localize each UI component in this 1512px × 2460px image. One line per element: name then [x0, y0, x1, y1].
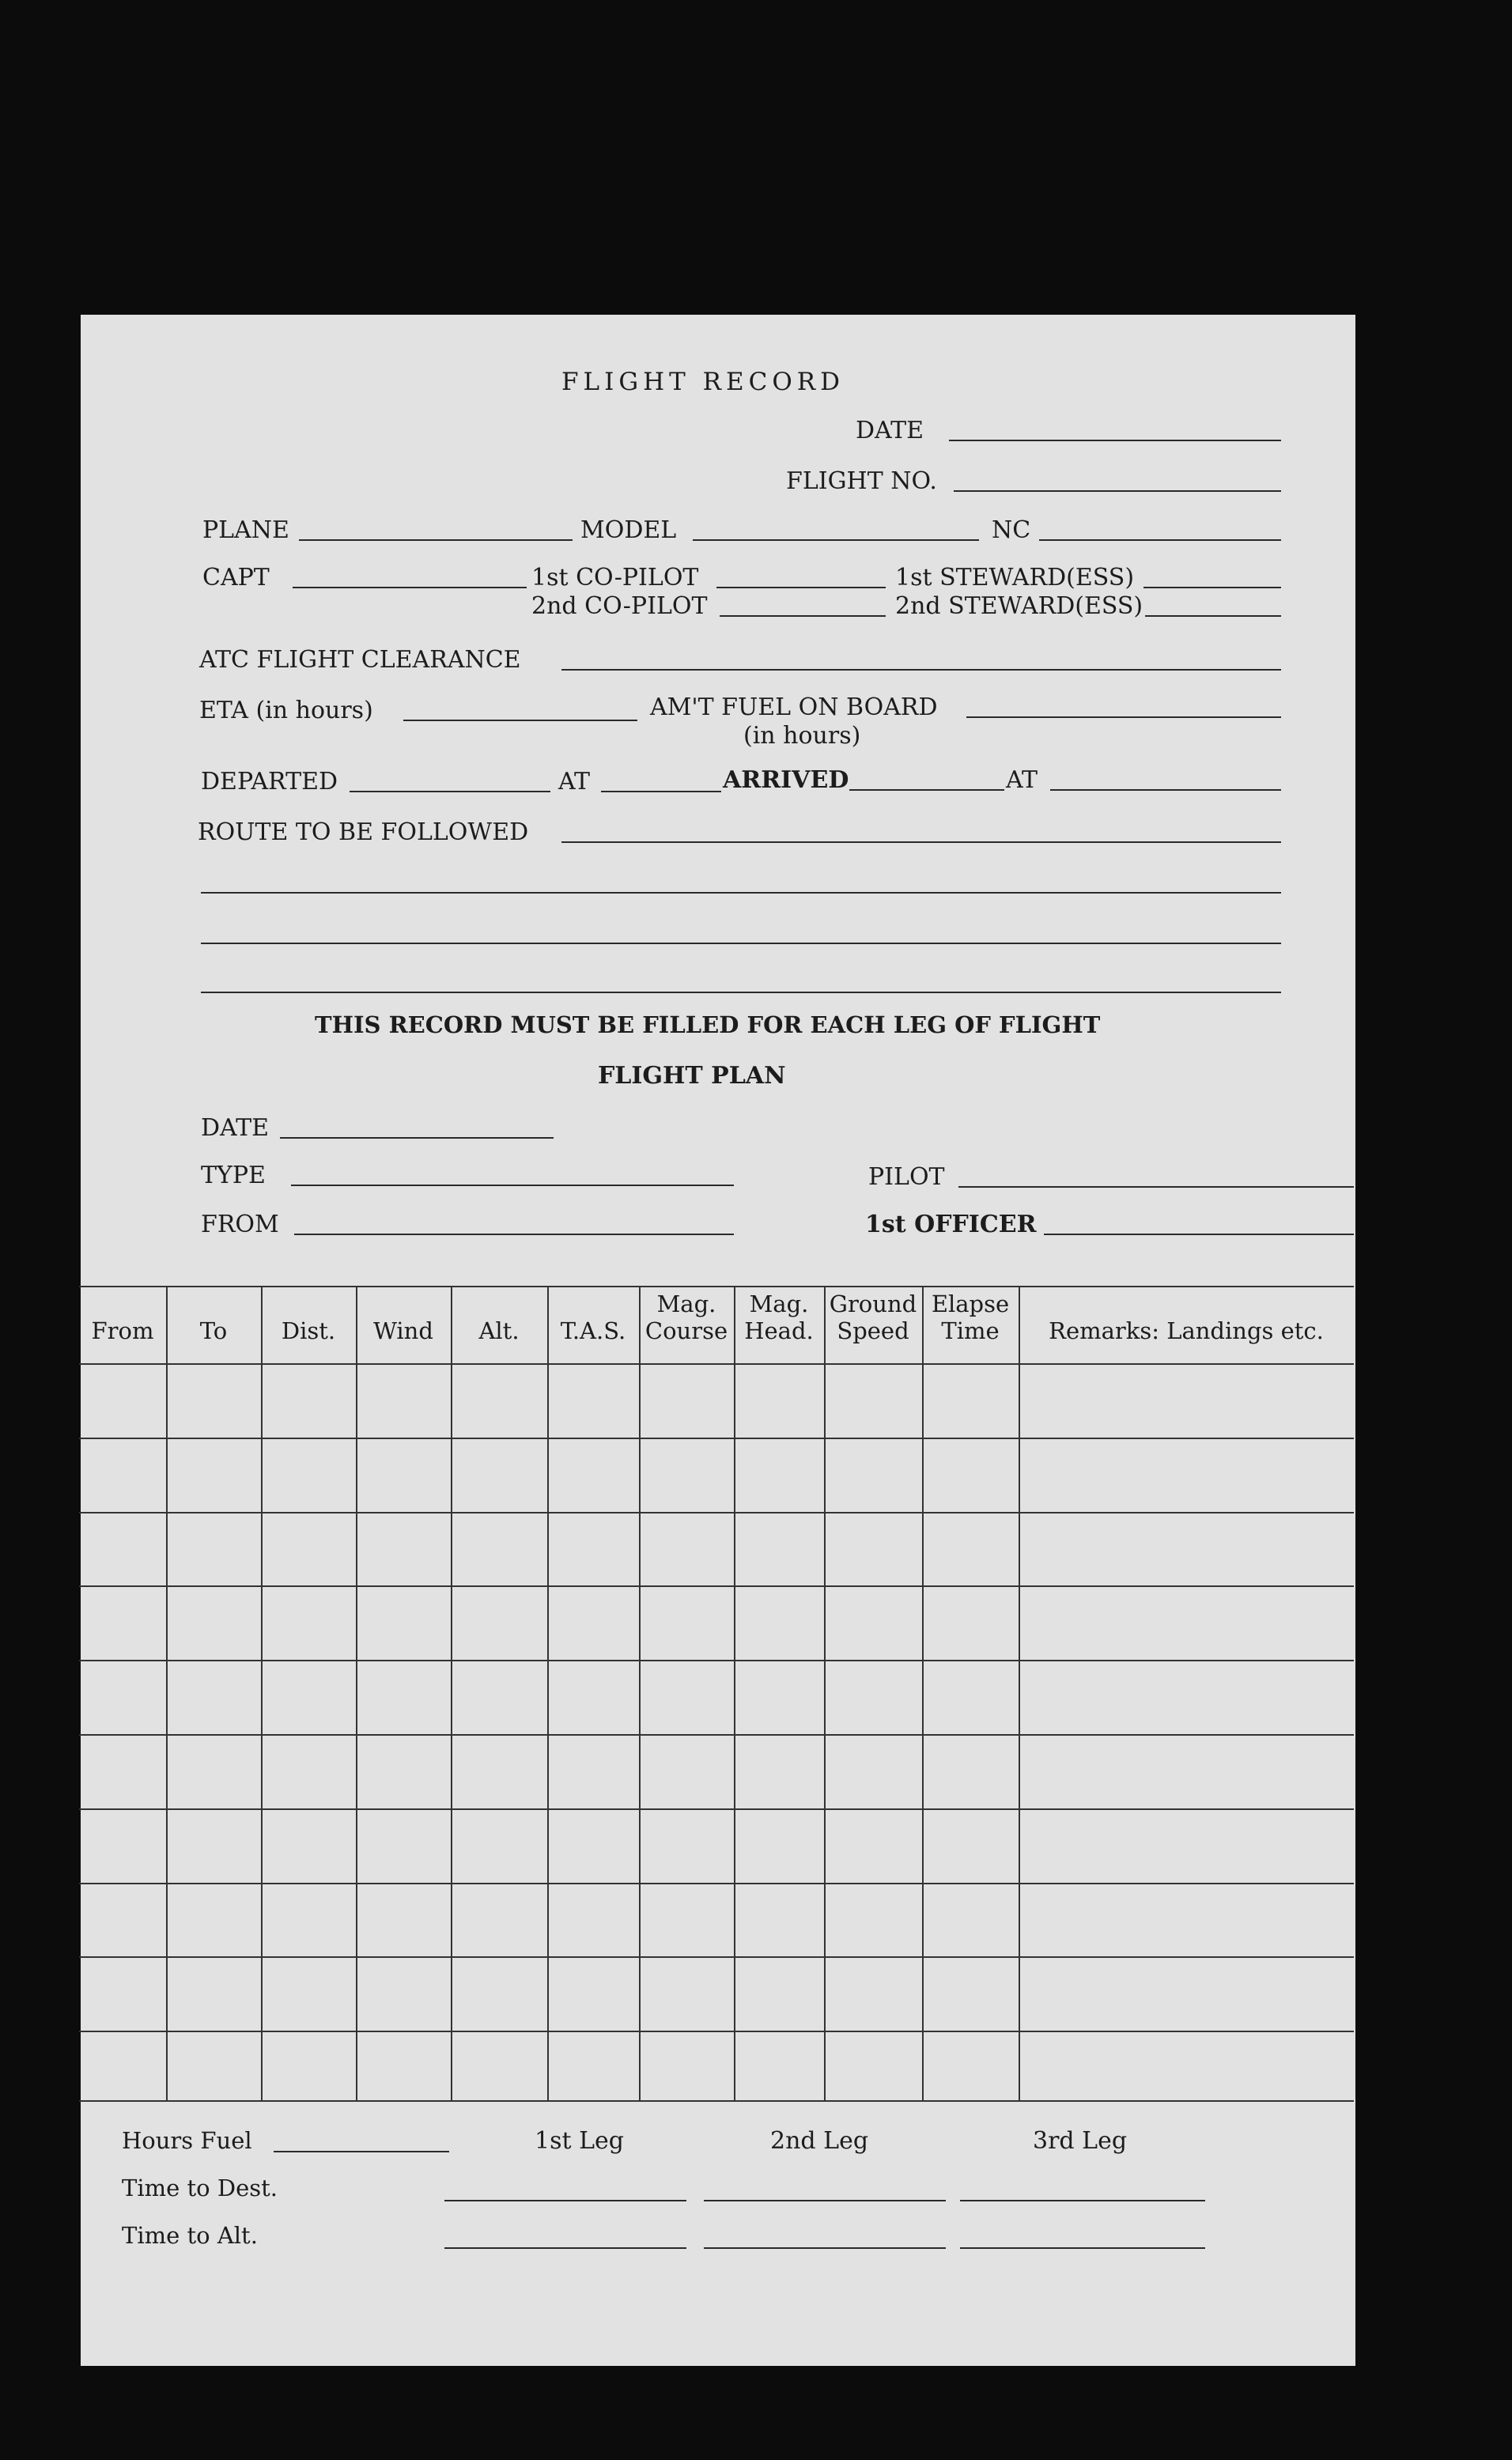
table-header-cell	[734, 1290, 824, 1344]
eta-field[interactable]	[403, 720, 637, 721]
notice-text: THIS RECORD MUST BE FILLED FOR EACH LEG OF FLIGHT	[315, 1011, 1101, 1038]
table-row[interactable]	[81, 1736, 1352, 1808]
second-steward-field[interactable]	[1145, 615, 1281, 617]
table-header-cell	[451, 1290, 547, 1344]
at-label-2: AT	[1006, 766, 1038, 794]
table-row[interactable]	[81, 1587, 1352, 1660]
at-label-1: AT	[558, 768, 591, 795]
header-line-1	[79, 1290, 166, 1317]
table-row[interactable]	[81, 1439, 1352, 1512]
arrived-field[interactable]	[849, 789, 1004, 791]
table-row[interactable]	[81, 1884, 1352, 1957]
dest-leg2-field[interactable]	[704, 2200, 946, 2201]
fp-date-field[interactable]	[280, 1137, 554, 1139]
departed-at-field[interactable]	[601, 791, 721, 792]
capt-field[interactable]	[293, 587, 527, 588]
header-line-1	[166, 1290, 261, 1317]
dest-leg3-field[interactable]	[960, 2200, 1205, 2201]
header-line-2: Wind	[373, 1317, 433, 1344]
header-line-2: Head.	[744, 1317, 814, 1344]
second-steward-label: 2nd STEWARD(ESS)	[895, 592, 1143, 620]
alt-leg2-field[interactable]	[704, 2247, 946, 2249]
header-line-1	[1019, 1290, 1354, 1317]
fuel-field[interactable]	[966, 716, 1281, 718]
header-line-1	[356, 1290, 451, 1317]
header-line-2: Remarks: Landings etc.	[1049, 1317, 1324, 1344]
hours-fuel-label: Hours Fuel	[122, 2127, 252, 2154]
table-row[interactable]	[81, 1958, 1352, 2031]
time-to-dest-label: Time to Dest.	[122, 2175, 278, 2201]
alt-leg3-field[interactable]	[960, 2247, 1205, 2249]
fp-officer-label: 1st OFFICER	[865, 1211, 1037, 1238]
table-row[interactable]	[81, 2032, 1352, 2105]
fuel-sub-label: (in hours)	[743, 722, 861, 750]
plane-field[interactable]	[299, 539, 573, 541]
departed-field[interactable]	[350, 791, 550, 792]
fp-from-field[interactable]	[294, 1234, 734, 1235]
model-label: MODEL	[580, 516, 677, 544]
table-header-cell	[261, 1290, 356, 1344]
arrived-at-field[interactable]	[1050, 789, 1281, 791]
table-header-cell	[547, 1290, 639, 1344]
header-line-2: Course	[644, 1317, 728, 1344]
table-header-cell	[166, 1290, 261, 1344]
route-line-4[interactable]	[201, 992, 1281, 993]
table-row[interactable]	[81, 1365, 1352, 1438]
table-row[interactable]	[81, 1810, 1352, 1883]
table-top-rule	[79, 1286, 1354, 1287]
model-field[interactable]	[693, 539, 979, 541]
table-header-cell	[1019, 1290, 1354, 1344]
form-title: FLIGHT RECORD	[561, 368, 845, 396]
flight-no-label: FLIGHT NO.	[786, 467, 937, 495]
header-line-2: Time	[941, 1317, 1000, 1344]
table-row[interactable]	[81, 1661, 1352, 1734]
fp-officer-field[interactable]	[1044, 1234, 1354, 1235]
table-header-cell	[356, 1290, 451, 1344]
header-line-2: T.A.S.	[560, 1317, 626, 1344]
header-line-1: Ground	[829, 1290, 917, 1317]
fp-pilot-label: PILOT	[868, 1163, 945, 1191]
first-steward-field[interactable]	[1143, 587, 1281, 588]
fp-from-label: FROM	[201, 1211, 279, 1238]
time-to-alt-label: Time to Alt.	[122, 2222, 258, 2249]
header-line-1	[547, 1290, 639, 1317]
nc-label: NC	[992, 516, 1031, 544]
first-copilot-label: 1st CO-PILOT	[531, 564, 699, 591]
eta-label: ETA (in hours)	[199, 697, 373, 724]
dest-leg1-field[interactable]	[444, 2200, 686, 2201]
first-steward-label: 1st STEWARD(ESS)	[895, 564, 1135, 591]
second-copilot-label: 2nd CO-PILOT	[531, 592, 708, 620]
alt-leg1-field[interactable]	[444, 2247, 686, 2249]
header-line-2: From	[91, 1317, 154, 1344]
arrived-label: ARRIVED	[723, 766, 849, 794]
fp-type-label: TYPE	[201, 1162, 266, 1189]
route-label: ROUTE TO BE FOLLOWED	[198, 818, 529, 846]
header-line-2: To	[199, 1317, 228, 1344]
table-header-cell	[79, 1290, 166, 1344]
first-copilot-field[interactable]	[716, 587, 886, 588]
header-line-1: Elapse	[931, 1290, 1010, 1317]
header-line-2: Speed	[837, 1317, 909, 1344]
plane-label: PLANE	[202, 516, 289, 544]
atc-field[interactable]	[561, 669, 1281, 671]
route-line-3[interactable]	[201, 943, 1281, 944]
capt-label: CAPT	[202, 564, 270, 591]
hours-fuel-field[interactable]	[274, 2151, 449, 2152]
header-line-1	[451, 1290, 547, 1317]
fuel-label: AM'T FUEL ON BOARD	[650, 693, 938, 721]
date-label: DATE	[856, 417, 924, 444]
table-row[interactable]	[81, 1513, 1352, 1586]
table-header-cell	[639, 1290, 734, 1344]
departed-label: DEPARTED	[201, 768, 338, 795]
nc-field[interactable]	[1039, 539, 1281, 541]
atc-label: ATC FLIGHT CLEARANCE	[199, 646, 521, 674]
flight-no-field[interactable]	[954, 490, 1281, 492]
header-line-1: Mag.	[656, 1290, 716, 1317]
header-line-1	[261, 1290, 356, 1317]
leg3-label: 3rd Leg	[1033, 2127, 1128, 2155]
route-line-2[interactable]	[201, 892, 1281, 894]
table-header-cell	[824, 1290, 922, 1344]
fp-date-label: DATE	[201, 1114, 269, 1142]
table-header-cell	[922, 1290, 1019, 1344]
leg2-label: 2nd Leg	[770, 2127, 869, 2155]
flight-plan-heading: FLIGHT PLAN	[598, 1062, 786, 1090]
fp-type-field[interactable]	[291, 1185, 734, 1186]
second-copilot-field[interactable]	[720, 615, 886, 617]
date-field[interactable]	[949, 440, 1281, 441]
header-line-1: Mag.	[749, 1290, 809, 1317]
header-line-2: Dist.	[281, 1317, 336, 1344]
leg1-label: 1st Leg	[535, 2127, 624, 2155]
route-field[interactable]	[561, 841, 1281, 843]
flight-record-sheet	[81, 315, 1355, 2366]
header-line-2: Alt.	[478, 1317, 520, 1344]
fp-pilot-field[interactable]	[958, 1186, 1354, 1188]
